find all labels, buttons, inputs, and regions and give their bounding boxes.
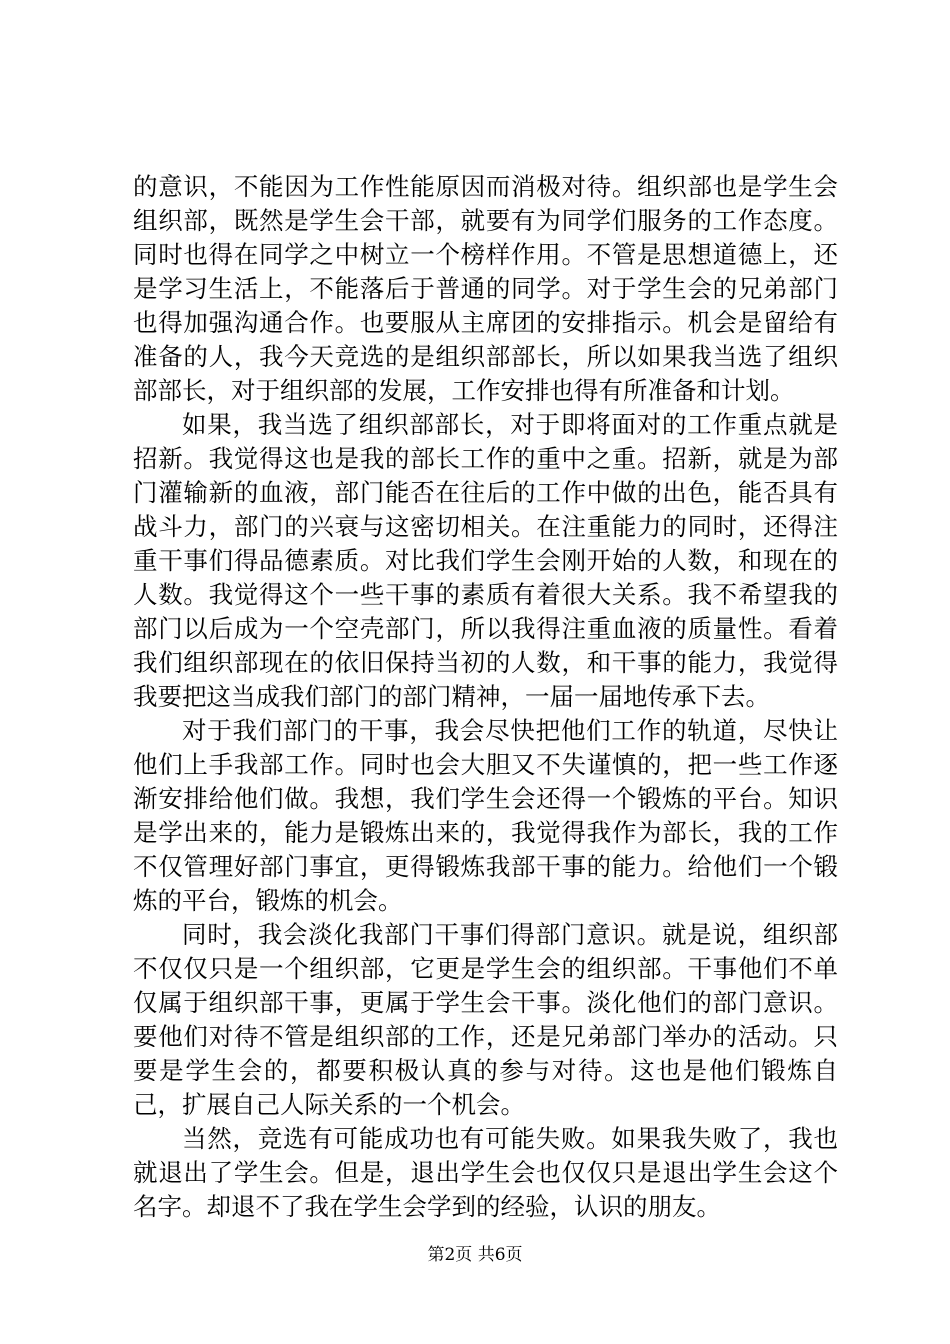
paragraph-2: 如果，我当选了组织部部长，对于即将面对的工作重点就是招新。我觉得这也是我的部长工作的重中之重。招新，就是为部门灌输新的血液，部门能否在往后的工作中做的出色，能否具有战斗力，部门的兴衰与这密切相关。在注重能力的同时，还得注重干事们得品德素质。对比我们学生会刚开始的人数，和现在的人数。我觉得这个一些干事的素质有着很大关系。我不希望我的部门以后成为一个空壳部门，所以我得注重血液的质量性。看着我们组织部现在的依旧保持当初的人数，和干事的能力，我觉得我要把这当成我们部门的部门精神，一届一届地传承下去。: [133, 410, 838, 711]
body-text: [133, 170, 838, 1224]
paragraph-3: 对于我们部门的干事，我会尽快把他们工作的轨道，尽快让他们上手我部工作。同时也会大胆又不失谨慎的，把一些工作逐渐安排给他们做。我想，我们学生会还得一个锻炼的平台。知识是学出来的，能力是锻炼出来的，我觉得我作为部长，我的工作不仅管理好部门事宜，更得锻炼我部干事的能力。给他们一个锻炼的平台，锻炼的机会。: [133, 716, 838, 915]
paragraph-4: 同时，我会淡化我部门干事们得部门意识。就是说，组织部不仅仅只是一个组织部，它更是学生会的组织部。干事他们不单仅属于组织部干事，更属于学生会干事。淡化他们的部门意识。要他们对待不管是组织部的工作，还是兄弟部门举办的活动。只要是学生会的，都要积极认真的参与对待。这也是他们锻炼自己，扩展自己人际关系的一个机会。: [133, 920, 838, 1119]
page-footer: 第2页 共6页: [427, 1245, 523, 1265]
paragraph-5: 当然，竞选有可能成功也有可能失败。如果我失败了，我也就退出了学生会。但是，退出学生会也仅仅只是退出学生会这个名字。却退不了我在学生会学到的经验，认识的朋友。: [133, 1124, 838, 1221]
paragraph-1: 的意识，不能因为工作性能原因而消极对待。组织部也是学生会组织部，既然是学生会干部，就要有为同学们服务的工作态度。同时也得在同学之中树立一个榜样作用。不管是思想道德上，还是学习生活上，不能落后于普通的同学。对于学生会的兄弟部门也得加强沟通合作。也要服从主席团的安排指示。机会是留给有准备的人，我今天竞选的是组织部部长，所以如果我当选了组织部部长，对于组织部的发展，工作安排也得有所准备和计划。: [133, 172, 838, 405]
